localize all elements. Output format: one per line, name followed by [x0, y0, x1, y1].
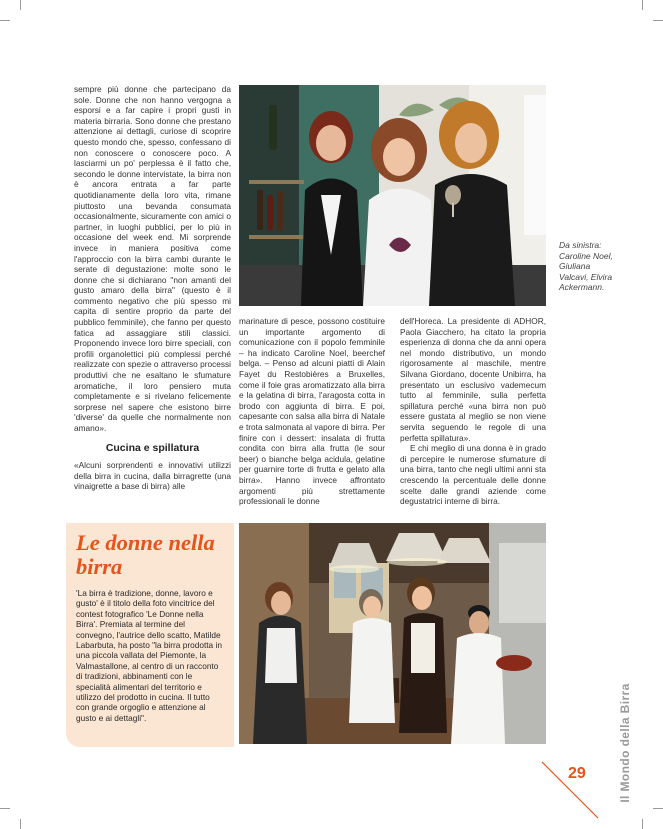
crop-mark [20, 0, 21, 10]
photo-kitchen-image [239, 523, 546, 744]
magazine-side-title [612, 683, 638, 803]
crop-mark [653, 808, 663, 809]
crop-mark [653, 20, 663, 21]
sidebar-box-title: Le donne nella birra [76, 530, 215, 579]
photo-three-women [239, 85, 546, 306]
subheading: Cucina e spillatura [105, 441, 200, 454]
crop-mark [20, 819, 21, 829]
article-paragraph: dell'Horeca. La presidente di ADHOR, Paola Giacchero, ha citato la propria esperienza di donna che da anni opera nel mondo distributivo, un mondo rigorosamente al maschile, mentre Silvana Giordano, docente Unibirra, ha presentato un esclusivo vademecum tutto al femminile, sulla perfetta spillatura perché «una birra non può essere gustata al meglio se non viene servita seguendo le regole di una perfetta spillatura». [400, 316, 546, 443]
photo-caption: Da sinistra: Caroline Noel, Giuliana Valcavi, Elvira Ackermann. [559, 240, 613, 292]
article-paragraph: «Alcuni sorprendenti e innovativi utilizzi della birra in cucina, dalla birragrette (una vinaigrette a base di birra) alle [74, 460, 231, 492]
photo-three-women-image [239, 85, 546, 306]
crop-mark [642, 819, 643, 829]
article-column-2 [239, 316, 385, 507]
sidebar-box-text: 'La birra è tradizione, donne, lavoro e gusto' è il titolo della foto vincitrice del contest fotografico 'Le Donne nella Birra'. Premiata al termine del convegno, l'autrice dello scatto, Matilde Labarbuta, ha posto "la birra prodotta in una piccola vallata del Piemonte, la Valmastallone, al centro di un racconto di tradizioni, abbinamenti con le specialità alimentari del territorio e utilizzo del prodotto in cucina. Il tutto con grande orgoglio e attenzione al gusto e ai dettagli". [76, 588, 222, 723]
crop-mark [0, 20, 10, 21]
page-number: 29 [568, 765, 586, 782]
sidebar-box [66, 523, 234, 747]
article-column-1 [74, 84, 231, 492]
crop-mark [0, 808, 10, 809]
photo-kitchen [239, 523, 546, 744]
article-paragraph: marinature di pesce, possono costituire un importante argomento di comunicazione con il popolo femminile – ha indicato Caroline Noel, beerchef belga. – Penso ad alcuni piatti di Alain Fayet du Restobières a Bruxelles, come il foie gras aromatizzato alla birra e la gelatina di birra, l'aragosta cotta in brodo con aggiunta di birra. E poi, capesante con salsa alla birra di Natale e trota salmonata al vapore di birra. Per finire con i dessert: insalata di frutta condita con birra alla frutta (le sour beer) o bianche belga acidula, gelatine per guarnire torte di frutta e gelato alla birra». Hanno invece affrontato argomenti più strettamente professionali le donne [239, 316, 385, 507]
article-paragraph: E chi meglio di una donna è in grado di percepire le numerose sfumature di una birra, tanto che negli ultimi anni sta crescendo la percentuale delle donne scelte dalle grandi aziende come degustatrici interne di birra. [400, 443, 546, 507]
crop-mark [642, 0, 643, 10]
article-column-3 [400, 316, 546, 507]
side-title-text: Il Mondo della Birra [618, 683, 632, 803]
article-paragraph: sempre più donne che partecipano da sole. Donne che non hanno vergogna a esporsi e a far capire i propri gusti in materia birraria. Sono donne che prestano attenzione ai dettagli, curiose di scoprire questo mondo che, spesso, confessano di non conoscere o conoscere poco. A lasciarmi un po' perplessa è il fatto che, secondo le donne intervistate, la birra non è ancora entrata a far parte quotidianamente della loro vita, rimane piuttosto una bevanda consumata occasionalmente, sicuramente con amici o partner, in luoghi pubblici, per lo più in occasione del week end. Mi sorprende invece in maniera positiva come l'approccio con la birra cambi durante le serate di degustazione: molte sono le donne che si dichiarano "non amanti del gusto amaro della birra" (questo è il commento negativo che più spesso mi capita di sentire proprio da parte del pubblico femminile), che fanno per questo fatica ad assaggiare stili classici. Proponendo invece loro birre speciali, con profili organolettici più complessi perché realizzate con spezie o attraverso processi produttivi che ne esaltano le sfumature aromatiche, il loro pensiero muta completamente e si rivelano felicemente sorprese nel sapere che esistono birre 'diverse' da quelle che normalmente non amano». [74, 84, 231, 433]
